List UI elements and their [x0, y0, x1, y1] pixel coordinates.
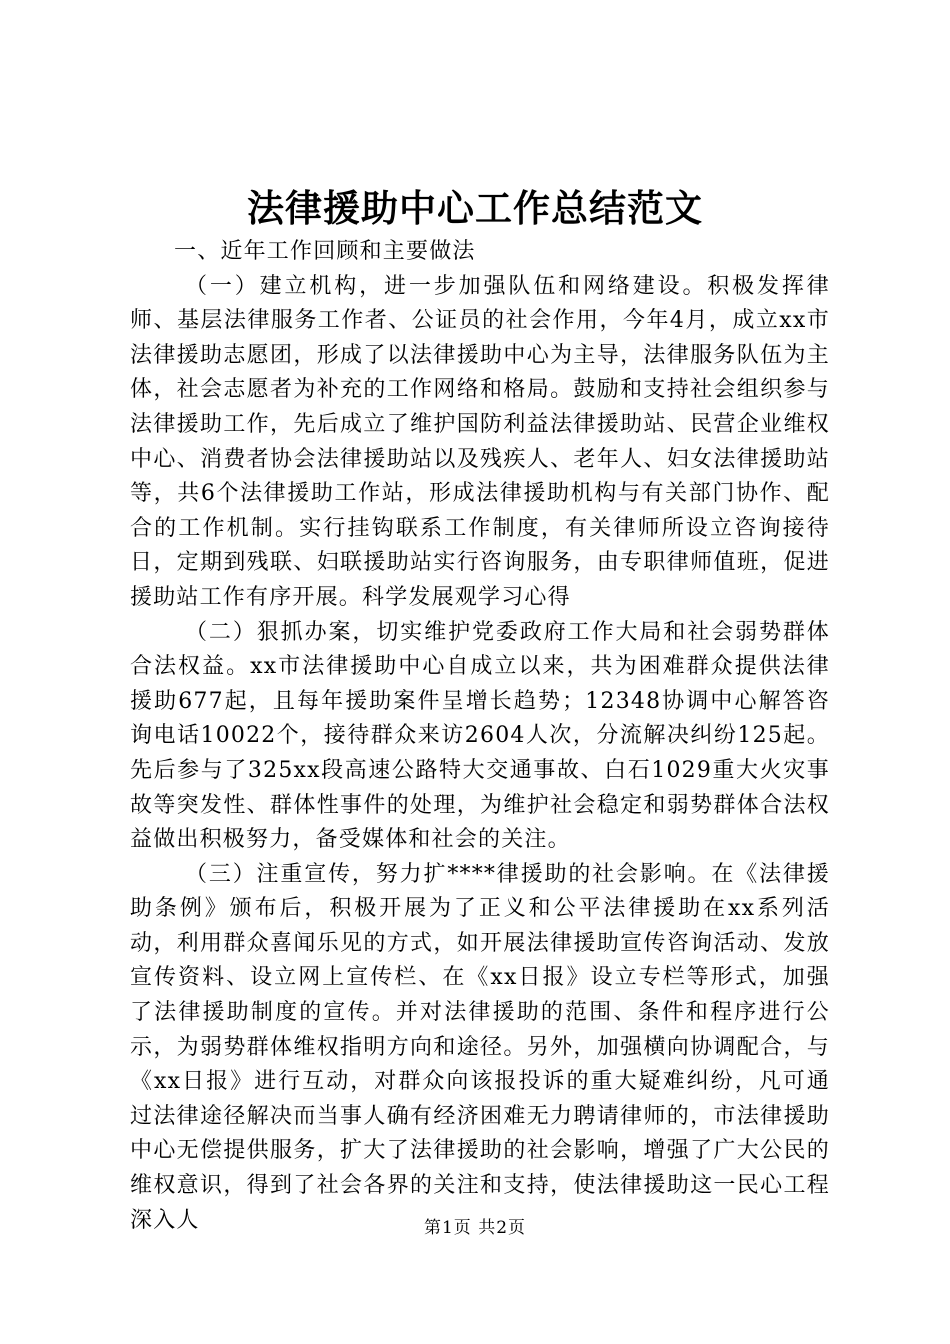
page-footer: 第1页 共2页: [423, 1218, 527, 1238]
paragraph-3: （三）注重宣传，努力扩****律援助的社会影响。在《法律援助条例》颁布后，积极开展为了正义和公平法律援助在xx系列活动，利用群众喜闻乐见的方式，如开展法律援助宣传咨询活动、发放宣传资料、设立网上宣传栏、在《xx日报》设立专栏等形式，加强了法律援助制度的宣传。并对法律援助的范围、条件和程序进行公示，为弱势群体维权指明方向和途径。另外，加强横向协调配合，与《xx日报》进行互动，对群众向该报投诉的重大疑难纠纷，凡可通过法律途径解决而当事人确有经济困难无力聘请律师的，市法律援助中心无偿提供服务，扩大了法律援助的社会影响，增强了广大公民的维权意识，得到了社会各界的关注和支持，使法律援助这一民心工程深入人: [130, 861, 830, 1233]
paragraph-2: （二）狠抓办案，切实维护党委政府工作大局和社会弱势群体合法权益。xx市法律援助中心自成立以来，共为困难群众提供法律援助677起，且每年援助案件呈增长趋势；12348协调中心解答咨询电话10022个，接待群众来访2604人次，分流解决纠纷125起。先后参与了325xx段高速公路特大交通事故、白石1029重大火灾事故等突发性、群体性事件的处理，为维护社会稳定和弱势群体合法权益做出积极努力，备受媒体和社会的关注。: [130, 619, 830, 853]
document-body: [130, 235, 830, 1238]
section-heading: 一、近年工作回顾和主要做法: [174, 239, 476, 264]
paragraph-1: （一）建立机构，进一步加强队伍和网络建设。积极发挥律师、基层法律服务工作者、公证员的社会作用，今年4月，成立xx市法律援助志愿团，形成了以法律援助中心为主导，法律服务队伍为主体，社会志愿者为补充的工作网络和格局。鼓励和支持社会组织参与法律援助工作，先后成立了维护国防利益法律援助站、民营企业维权中心、消费者协会法律援助站以及残疾人、老年人、妇女法律援助站等，共6个法律援助工作站，形成法律援助机构与有关部门协作、配合的工作机制。实行挂钩联系工作制度，有关律师所设立咨询接待日，定期到残联、妇联援助站实行咨询服务，由专职律师值班，促进援助站工作有序开展。科学发展观学习心得: [130, 273, 830, 610]
document-title: 法律援助中心工作总结范文: [247, 186, 703, 230]
